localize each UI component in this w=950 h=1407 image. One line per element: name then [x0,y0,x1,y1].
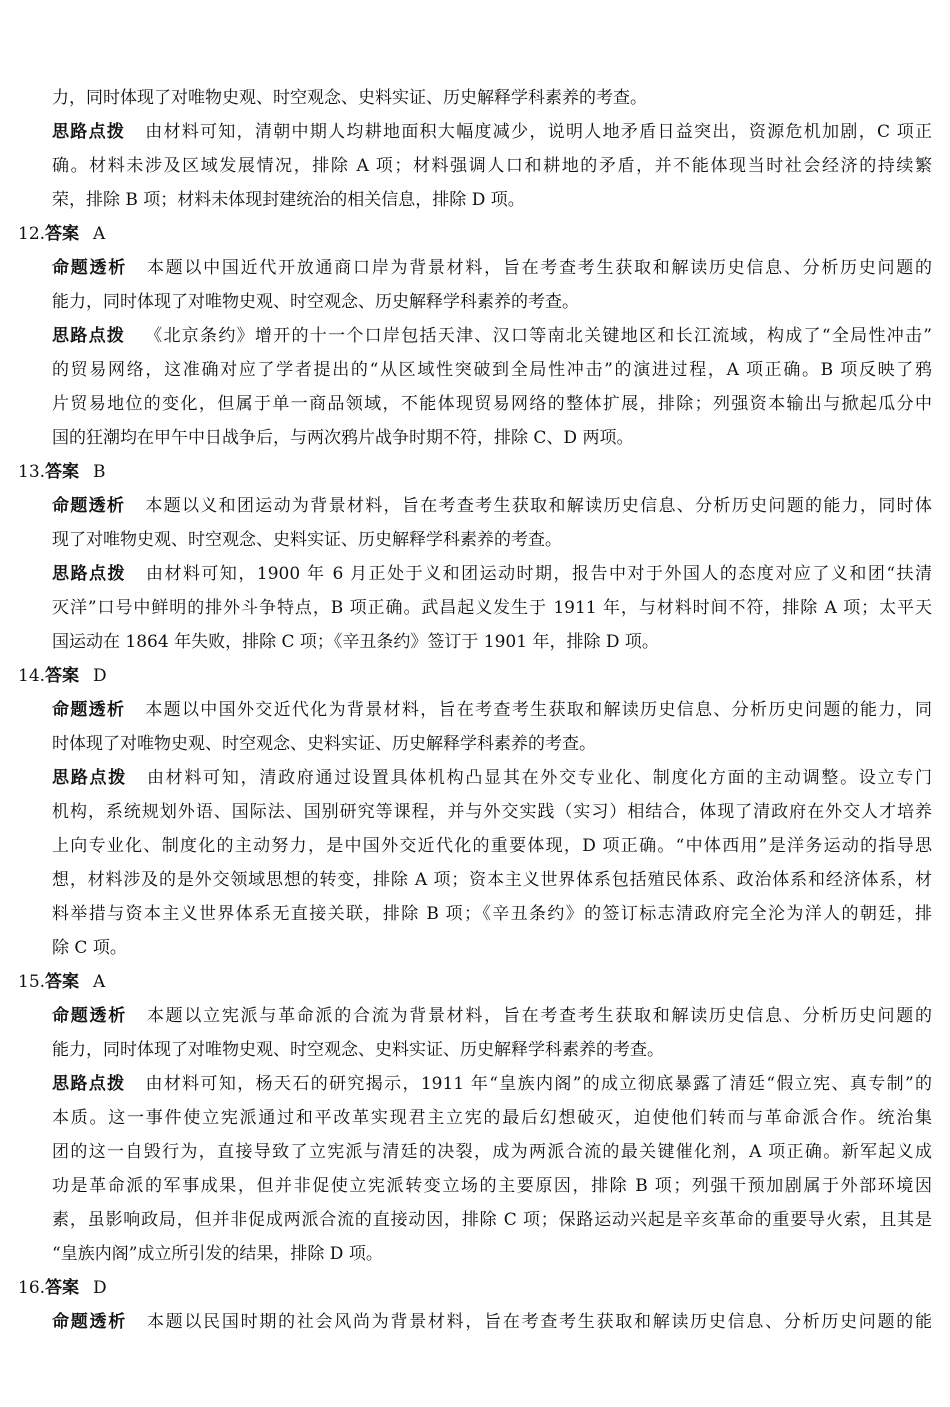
question-12-answer [18,217,105,251]
q12-hint-line: 的贸易网络，这准确对应了学者提出的“从区域性突破到全局性冲击”的演进过程，A 项正确。B 项反映了鸦 [52,360,932,380]
q13-hint-line: 国运动在 1864 年失败，排除 C 项；《辛丑条约》签订于 1901 年，排除 D 项。 [52,632,659,652]
q12-hint-line: 片贸易地位的变化，但属于单一商品领域，不能体现贸易网络的整体扩展，排除；列强资本输出与掀起瓜分中 [52,394,932,414]
q15-hint-line: 团的这一自毁行为，直接导致了立宪派与清廷的决裂，成为两派合流的最关键催化剂，A 项正确。新军起义成 [52,1142,932,1162]
answer-value: D [93,1278,107,1298]
q15-hint-line: “皇族内阁”成立所引发的结果，排除 D 项。 [52,1244,383,1264]
q14-analysis-line: 命题透析 本题以中国外交近代化为背景材料，旨在考查考生获取和解读历史信息、分析历史问题的能力，同 [52,700,932,720]
question-number: 14. [18,666,46,686]
q12-analysis-line: 命题透析 本题以中国近代开放通商口岸为背景材料，旨在考查考生获取和解读历史信息、分析历史问题的 [52,258,932,278]
q14-hint-line: 机构，系统规划外语、国际法、国别研究等课程，并与外交实践（实习）相结合，体现了清政府在外交人才培养 [52,802,932,822]
q13-analysis-line: 现了对唯物史观、时空观念、史料实证、历史解释学科素养的考查。 [52,530,562,550]
q14-hint-line: 除 C 项。 [52,938,127,958]
q15-hint-line: 本质。这一事件使立宪派通过和平改革实现君主立宪的最后幻想破灭，迫使他们转而与革命派合作。统治集 [52,1108,932,1128]
q15-hint-line: 思路点拨 由材料可知，杨天石的研究揭示，1911 年“皇族内阁”的成立彻底暴露了清廷“假立宪、真专制”的 [52,1074,932,1094]
q13-hint-line: 思路点拨 由材料可知，1900 年 6 月正处于义和团运动时期，报告中对于外国人的态度对应了义和团“扶清 [52,564,932,584]
answer-value: B [93,462,106,482]
analysis-label: 命题透析 [52,1312,127,1332]
question-number: 12. [18,224,46,244]
question-15-answer [18,965,105,999]
analysis-label: 命题透析 [52,496,126,516]
hint-label: 思路点拨 [52,122,126,142]
question-number: 13. [18,462,46,482]
q14-hint-line: 上向专业化、制度化的主动努力，是中国外交近代化的重要体现，D 项正确。“中体西用”是洋务运动的指导思 [52,836,932,856]
q14-hint-line: 想，材料涉及的是外交领域思想的转变，排除 A 项；资本主义世界体系包括殖民体系、政治体系和经济体系，材 [52,870,932,890]
answer-value: D [93,666,107,686]
hint-label: 思路点拨 [52,326,126,346]
question-number: 16. [18,1278,46,1298]
q16-analysis-line: 命题透析 本题以民国时期的社会风尚为背景材料，旨在考查考生获取和解读历史信息、分析历史问题的能 [52,1312,932,1332]
q12-hint-line: 思路点拨 《北京条约》增开的十一个口岸包括天津、汉口等南北关键地区和长江流域，构成了“全局性冲击” [52,326,932,346]
q14-hint-line: 料举措与资本主义世界体系无直接关联，排除 B 项；《辛丑条约》的签订标志清政府完全沦为洋人的朝廷，排 [52,904,932,924]
question-14-answer [18,659,107,693]
question-16-answer [18,1271,107,1305]
question-number: 15. [18,972,46,992]
q12-hint-line: 国的狂潮均在甲午中日战争后，与两次鸦片战争时期不符，排除 C、D 两项。 [52,428,634,448]
answer-label: 答案 [45,224,80,244]
analysis-label: 命题透析 [52,258,127,278]
q14-analysis-line: 时体现了对唯物史观、时空观念、史料实证、历史解释学科素养的考查。 [52,734,596,754]
answer-label: 答案 [45,1278,80,1298]
hint-label: 思路点拨 [52,1074,126,1094]
answer-value: A [93,224,106,244]
intro-hint-line: 确。材料未涉及区域发展情况，排除 A 项；材料强调人口和耕地的矛盾，并不能体现当时社会经济的持续繁 [52,156,932,176]
question-13-answer [18,455,106,489]
hint-label: 思路点拨 [52,564,126,584]
q15-hint-line: 素，虽影响政局，但并非促成两派合流的直接动因，排除 C 项；保路运动兴起是辛亥革命的重要导火索，且其是 [52,1210,932,1230]
q14-hint-line: 思路点拨 由材料可知，清政府通过设置具体机构凸显其在外交专业化、制度化方面的主动调整。设立专门 [52,768,932,788]
answer-label: 答案 [45,462,80,482]
intro-hint-line: 思路点拨 由材料可知，清朝中期人均耕地面积大幅度减少，说明人地矛盾日益突出，资源危机加剧，C 项正 [52,122,932,142]
answer-label: 答案 [45,972,80,992]
q13-hint-line: 灭洋”口号中鲜明的排外斗争特点，B 项正确。武昌起义发生于 1911 年，与材料时间不符，排除 A 项；太平天 [52,598,932,618]
q15-analysis-line: 能力，同时体现了对唯物史观、时空观念、史料实证、历史解释学科素养的考查。 [52,1040,664,1060]
intro-analysis-continuation: 力，同时体现了对唯物史观、时空观念、史料实证、历史解释学科素养的考查。 [52,88,647,108]
q15-hint-line: 功是革命派的军事成果，但并非促使立宪派转变立场的主要原因，排除 B 项；列强干预加剧属于外部环境因 [52,1176,932,1196]
q15-analysis-line: 命题透析 本题以立宪派与革命派的合流为背景材料，旨在考查考生获取和解读历史信息、分析历史问题的 [52,1006,932,1026]
analysis-label: 命题透析 [52,700,126,720]
q12-analysis-line: 能力，同时体现了对唯物史观、时空观念、历史解释学科素养的考查。 [52,292,579,312]
q13-analysis-line: 命题透析 本题以义和团运动为背景材料，旨在考查考生获取和解读历史信息、分析历史问题的能力，同时体 [52,496,932,516]
hint-label: 思路点拨 [52,768,127,788]
analysis-label: 命题透析 [52,1006,127,1026]
answer-label: 答案 [45,666,80,686]
answer-value: A [93,972,106,992]
intro-hint-line: 荣，排除 B 项；材料未体现封建统治的相关信息，排除 D 项。 [52,190,525,210]
